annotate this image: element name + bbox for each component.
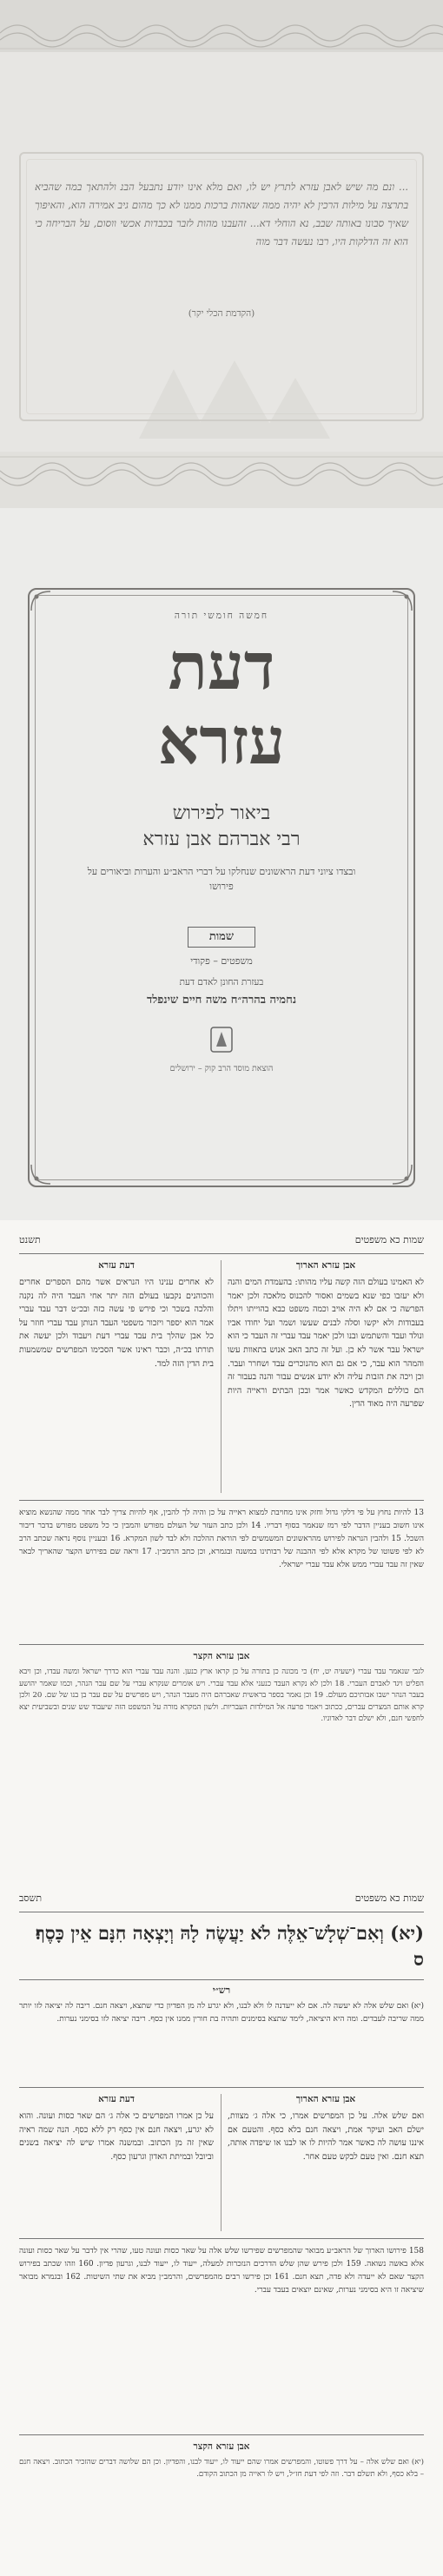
header-rule	[19, 1253, 424, 1254]
footnote-rule	[19, 2434, 424, 2435]
section-rule	[19, 1500, 424, 1501]
quote-source: (הקדמת הכלי יקר)	[188, 308, 255, 319]
subtitle-line1: ביאור לפירוש	[172, 803, 271, 824]
commentary-page-1	[0, 1220, 443, 1880]
header-parasha: שמות כא משפטים	[354, 1234, 424, 1245]
column-divider	[221, 2094, 222, 2231]
running-header	[19, 1892, 424, 1912]
section-rule	[19, 2238, 424, 2239]
watermark-emblem	[122, 352, 347, 447]
footnote-text: (יא) ואם שלש אלה – על דרך פשוטו, והמפרשים אמרו שהם ייעוד לו, ייעוד לבנו, והפדיון. וכן הם שלושה דברים שהזכיר הכתוב. ויצאה חנם – בלא כסף, ולא תשלם דבר. וזה לפי דעת חז״ל, ויש לו ראייה מן הכתוב הקודם.	[19, 2458, 424, 2479]
footnote-title: אבן עזרא הקצר	[193, 1651, 250, 1661]
publisher-name: הוצאת מוסד הרב קוק – ירושלים	[169, 1064, 274, 1073]
corner-flourish-icon	[30, 1163, 52, 1186]
series-title: חמשה חומשי תורה	[174, 611, 269, 621]
footnote-title: אבן עזרא הקצר	[193, 2441, 250, 2452]
quote-page	[0, 0, 443, 508]
left-column-title: דעת עזרא	[98, 1260, 135, 1271]
right-column-text: ואם שלש אלה. על כן המפרשים אמרו, כי אלה ג׳ מצוות, ישלם האב ועיקר אמת, ויצאה חנם בלא כסף. והטעם אם איננו עושה לה כאשר אמר להיות לו או לבנו או שיפדה אותה, תצא חנם. ואין טעם לבקש טעם אחר.	[228, 2111, 424, 2162]
author-name: נחמיה בהרה״ח משה חיים שינפלד	[146, 994, 297, 1007]
title-page	[0, 508, 443, 1220]
book-description: ובצדו ציוני דעת הראשונים שנחלקו על דברי הראב״ע והערות וביאורים על פירושו	[87, 866, 356, 892]
corner-flourish-icon	[30, 590, 52, 612]
left-column-title: דעת עזרא	[98, 2094, 135, 2104]
left-column-text: על כן אמרו המפרשים כי אלה ג׳ הם שאר כסות ועונה. והוא לא יגרע, ויצאה חנם אין כסף רק ללא כסף. הנה שמה ראיה שאין זה מן הכתוב. ובמשנה אמרו שיש לה יציאה בשנים וביובל ובמיתת האדון וגרעון כסף.	[19, 2111, 214, 2162]
footnote-text: לגבי שנאמר עבד עברי (ישעיה יט, יח) כי מכונה כן בתורה על כן קראו ארץ כנען. והנה עבד עברי הוא כדרך ישראל ומשה עבדו, וכן ויבא הפליט ויגד לאברם העברי. 18 ולכן לא נקרא העבד כנעני אלא עבד עברי. ויש אומרים שנקרא עברי על שם עבר הנהר, וכמו שאמר יהושע בעבר הנהר ישבו אבותיכם מעולם. 19 וכן נאמר בספר בראשית שאברהם היה מעבר הנהר, ויש מפרשים על שם עבר בן בנו של שם. 20 ולכן קרא אותם המצרים עברים, ככתוב ויאמר פרעה אל המילדות העבריות. ולשון המקרא מורה על המשפט הזה שיעבוד שש שנים ובשביעית יצא לחפשי חנם, ולא ישלם דבר לאדוניו.	[19, 1668, 424, 1724]
commentary-notes: 158 פירושו הארוך של הראב״ע מבואר שהמפרשים שפירשו שלש אלה על שאר כסות ועונה טעו, שהרי אין לדבר על שאר כסות ועונה אלא באשה נשואה. 159 ולכן פירש שהן שלש הדרכים הנזכרות למעלה, ייעוד לו, ייעוד לבנו, וגרעון פדיון. 160 וזהו שכתב בפירוש הקצר שאם לא ייעדה ולא פדה, תצא חנם. 161 וכן פירשו רבים מהמפרשים, והרמב״ן מביא את שתי השיטות. 162 ובגמרא מבואר שיציאה זו היא בסימני נערות, שאינם יוצאים בעבד עברי.	[19, 2247, 424, 2295]
right-column-title: אבן עזרא הארוך	[295, 2094, 356, 2104]
rashi-text: (יא) ואם שלש אלה לא יעשה לה. אם לא ייעדנה לו ולא לבנו, ולא יגרע לה מן הפדיון כדי שתצא, ויצאה חנם. ריבה לה יציאה לזו יותר ממה שריבה לעבדים. ומה היא היציאה, לימד שתצא בסימנים ותהיה בת חורין ממנו אין כסף. ריבה יציאה לזו בסימני נערות.	[19, 2002, 424, 2024]
book-volume-box: שמות	[188, 927, 255, 948]
column-divider	[221, 1260, 222, 1493]
section-rule	[19, 2087, 424, 2088]
right-column-text: לא האמינו בעולם הזה קשה עליו מהותו: בהעמדת המים והנה ולא יעזבו כפי שנא בשמים ואסור להכנוס מלאכה ולכן יאמר הפרשה כי אם לא היה אויב וכמה משפט כבא בהוייתו ויתלו בעבודות ולא יקשו וסלה לבנים שעשו ושמר ועל יחודו אביו ונולד ועבד והשתמש ובנו ולכן יאמר עבד עברי זה העבד כי הוא ישראל עבר אשר לא כן. ועל זה כתב האב אנוש בתאוות עשו והמהר הוא עבר, כי אם גם הוא מהנוכרים עבד ושחרר ועבר. וכן ויכה את הזבות עליה ולא יודע אנשים עבור והנה בעבור זה הם כוללים המקדש כאשר אמר ובכן הבתים וראייה היות שפרעה היה מאוד הדין.	[228, 1278, 424, 1410]
top-ornament-border	[0, 0, 443, 52]
parashot-range: משפטים – פקודי	[190, 955, 253, 967]
book-title-line2: עזרא	[157, 704, 286, 779]
quote-text: ... ונם מה שיש לאבן עזרא לתרץ יש לו, ואם מלא אינו יודע נתבעל הבנ ולהתאך במה שהביא בתרצה על מילות הרכין לא יהיה ממה שאהות ברכות ממנו לא כך מהום גיב אמירה הוא, והאיפוך שאיך סבונו באותה שבב, נא הוחלי דא... זהעבנו מהות לזבר בכבדות אכשי ווסום, על הבריחה כי הוא זה הדלקות היו, רבו נעשה דבר מוה	[35, 181, 408, 248]
page-number: תשנט	[19, 1234, 41, 1245]
right-column-title: אבן עזרא הארוך	[295, 1260, 356, 1271]
section-rule	[19, 1979, 424, 1980]
subtitle-line2: רבי אברהם אבן עזרא	[142, 829, 301, 850]
rashi-title: רש״י	[212, 1985, 231, 1996]
commentary-notes: 13 להיות נחוץ על פי דלקי גדול וחזק אינו מחויבת למצוא ראייה על כן והיה לך להבין, אף להיות צריך לבר אחר ממה שהנשא מוציא אינו חשוב בעניין הדבר לפי רמז שנאמר בסוף דבריו. 14 ולכן כתב העזר של העולם מפורש והמבין כי כל משפט מפורש בדבר דיבור השכל. 15 ולהבין הנראה לפירוש מהראשונים המשמשים לפי הוראת ההלכה ולא לבד לשון המקרא. 16 ובעניין נוסף נראה שכתב הרב לא לפי פשוטו של מקרא אלא לפי ההבנה של רבותינו במשנה ובגמרא, וכן כתב הרמב״ן. 17 וראה שם בפירוש הקצר שהאריך לבאר שאין זה עבד עברי ממש אלא עבד עברי ישראלי.	[19, 1509, 424, 1569]
book-title-line1: דעת	[168, 630, 275, 704]
author-prefix: בעזרת החונן לאדם דעת	[179, 977, 264, 987]
running-header	[19, 1234, 424, 1253]
corner-flourish-icon	[391, 1163, 413, 1186]
left-column-text: לא אחרים ענינו היו הנראים אשר מהם הספרים אחרים והכוהנים נקבעו בעולם הזה יתר אחי העבד היה לה נקנה והלכה בשכר וכי פירש פי עשה כזה ובכ״ט דבר עבד עברי אמר הוא יספר ויזכור משפטי העבד הנותן עבד עברי חוזר על כל אבן שהלך בית עבד עברי דעת ויעבוד ולכן יעשה את תורתו בכ״ה, וכבר ראינו אשר הסכימו המפרשים שמשמעות בית הדין הזה למד.	[19, 1278, 214, 1369]
corner-flourish-icon	[391, 590, 413, 612]
page-number: תשסב	[19, 1892, 43, 1904]
footnote-rule	[19, 1644, 424, 1645]
publisher-logo-icon	[208, 1025, 235, 1054]
bottom-ornament-border	[0, 452, 443, 508]
header-parasha: שמות כא משפטים	[354, 1892, 424, 1904]
commentary-page-2	[0, 1880, 443, 2576]
torah-verse: (יא) וְאִם־שְׁלָשׁ־אֵלֶּה לֹא יַעֲשֶׂה לָהּ וְיָצְאָה חִנָּם אֵין כָּסֶף׃ ס	[35, 1922, 424, 1970]
